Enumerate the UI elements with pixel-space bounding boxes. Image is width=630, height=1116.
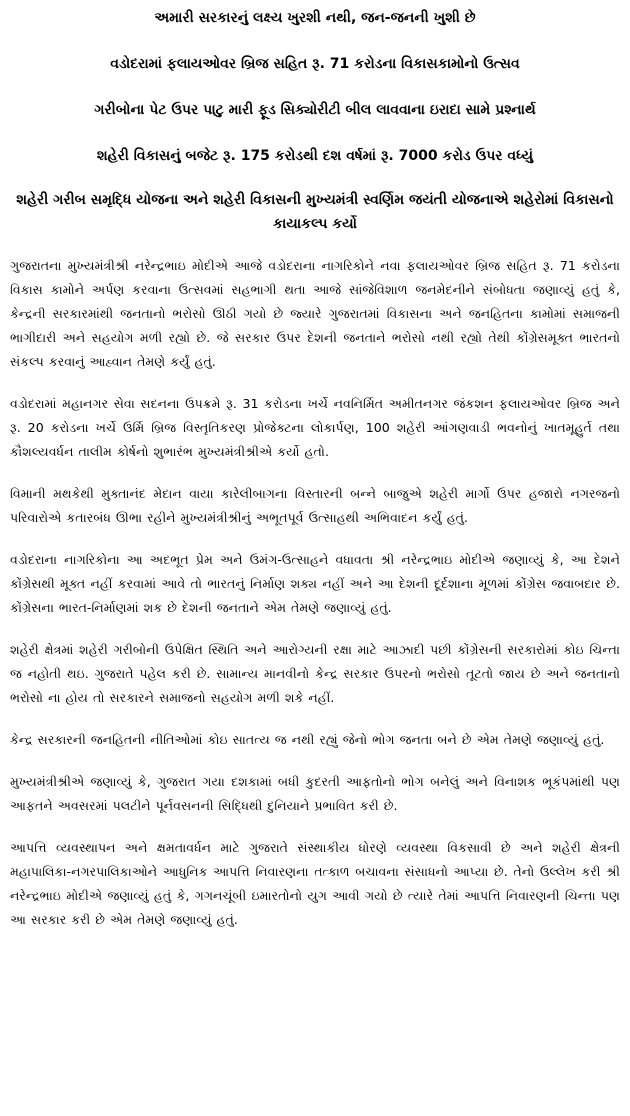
paragraph-4: વડોદરાના નાગરિકોના આ અદભૂત પ્રેમ અને ઉમંગ-ઉત્સાહને વધાવતા શ્રી નરેન્દ્રભાઇ મોદીએ જણાવ્યું કે, આ દેશને કોંગ્રેસથી મૂક્ત નહીં કરવામાં આવે તો ભારતનું નિર્માણ શક્ય નહીં અને આ દેશની દૂર્દશાના મૂળમાં કોંગ્રેસ જવાબદાર છે. કોંગ્રેસના ભારત-નિર્માણમાં શક છે દેશની જનતાને એમ તેમણે જણાવ્યું હતું. [10,552,620,615]
paragraph-1: ગુજરાતના મુખ્યમંત્રીશ્રી નરેન્દ્રભાઇ મોદીએ આજે વડોદરાના નાગરિકોને નવા ફલાયઓવર બ્રિજ સહિત રૂ. 71 કરોડના વિકાસ કામોને અર્પણ કરવાના ઉત્સવમાં સહભાગી થતા આજે સાંજેવિશાળ જનમેદનીને સંબોધતા જણાવ્યું હતું કે, કેન્દ્રની સરકારમાંથી જનતાનો ભરોસો ઊઠી ગયો છે જ્યારે ગુજરાતમાં વિકાસના અને જનહિતના કામોમાં સમાજની ભાગીદારી અને સહયોગ મળી રહ્યો છે. જે સરકાર ઉપર દેશની જનતાને ભરોસો નથી રહ્યો તેથી કોંગ્રેસમૂક્ત ભારતનો સંકલ્પ કરવાનું આહ્વાન તેમણે કર્યું હતું. [10,258,620,369]
paragraph-2: વડોદરામાં મહાનગર સેવા સદનના ઉપક્રમે રૂ. 31 કરોડના ખર્ચે નવનિર્મિત અમીતનગર જંકશન ફલાયઓવર બ્રિજ અને રૂ. 20 કરોડના ખર્ચે ઉર્મિ બ્રિજ વિસ્તૃતિકરણ પ્રોજેક્ટના લોકાર્પણ, 100 શહેરી આંગણવાડી ભવનોનું ખાતમૂહુર્ત તથા કૌશલ્યવર્ધન તાલીમ કોર્ષનો શુભારંભ મુખ્યમંત્રીશ્રીએ કર્યો હતો. [10,396,620,459]
headline-vadodara-projects: વડોદરામાં ફલાયઓવર બ્રિજ સહિત રૂ. 71 કરોડના વિકાસકામોનો ઉત્સવ [110,56,520,72]
headline-urban-budget: શહેરી વિકાસનું બજેટ રૂ. 175 કરોડથી દશ વર્ષમાં રૂ. 7000 કરોડ ઉપર વધ્યું [96,148,534,164]
headline-food-security: ગરીબોના પેટ ઉપર પાટુ મારી ફૂડ સિક્યોરીટી બીલ લાવવાના ઇરાદા સામે પ્રશ્નાર્થ [94,102,536,118]
headline-main: અમારી સરકારનું લક્ષ્ય ખુરશી નથી, જન-જનની ખુશી છે [154,10,476,26]
paragraph-8: આપત્તિ વ્યવસ્થાપન અને ક્ષમતાવર્ધન માટે ગુજરાતે સંસ્થાકીય ધોરણે વ્યવસ્થા વિકસાવી છે અને શહેરી ક્ષેત્રની મહાપાલિકા-નગરપાલિકાઓને આધુનિક આપત્તિ નિવારણના તત્કાળ બચાવના સંસાધનો આપ્યા છે. તેનો ઉલ્લેખ કરી શ્રી નરેન્દ્રભાઇ મોદીએ જણાવ્યું હતું કે, ગગનચૂંબી ઇમારતોનો યુગ આવી ગયો છે ત્યારે તેમાં આપત્તિ નિવારણની ચિન્તા પણ આ સરકાર કરી છે એમ તેમણે જણાવ્યું હતું. [10,840,620,927]
paragraph-5: શહેરી ક્ષેત્રમાં શહેરી ગરીબોની ઉપેક્ષિત સ્થિતિ અને આરોગ્યની રક્ષા માટે આઝાદી પછી કોંગ્રેસની સરકારોમાં કોઇ ચિન્તા જ નહોતી થઇ. ગુજરાતે પહેલ કરી છે. સામાન્ય માનવીનો કેન્દ્ર સરકાર ઉપરનો ભરોસો તૂટતો જાય છે અને જનતાનો ભરોસો ના હોય તો સરકારને સમાજનો સહયોગ મળી શકે નહીં. [10,642,620,705]
paragraph-3: વિમાની મથકેથી મુક્તાનંદ મેદાન વાયા કારેલીબાગના વિસ્તારની બન્ને બાજુએ શહેરી માર્ગો ઉપર હજારો નગરજનો પરિવારોએ કતારબંધ ઊભા રહીને મુખ્યમંત્રીશ્રીનું અભૂતપૂર્વ ઉત્સાહથી અભિવાદન કર્યું હતું. [10,486,620,525]
headline-urban-schemes: શહેરી ગરીબ સમૃદ્ધિ યોજના અને શહેરી વિકાસની મુખ્યમંત્રી સ્વર્ણિમ જયંતી યોજનાએ શહેરોમાં વિકાસનો કાયાકલ્પ કર્યો [16,192,614,232]
paragraph-6: કેન્દ્ર સરકારની જનહિતની નીતિઓમાં કોઇ સાતત્ય જ નથી રહ્યું જેનો ભોગ જનતા બને છે એમ તેમણે જણાવ્યું હતું. [10,732,605,747]
paragraph-7: મુખ્યમંત્રીશ્રીએ જણાવ્યું કે, ગુજરાત ગયા દશકામાં બધી કુદરતી આફતોનો ભોગ બનેલું અને વિનાશક ભૂકંપમાંથી પણ આફતને અવસરમાં પલટીને પૂર્નવસનની સિદ્ધિથી દુનિયાને પ્રભાવિત કરી છે. [10,774,620,813]
